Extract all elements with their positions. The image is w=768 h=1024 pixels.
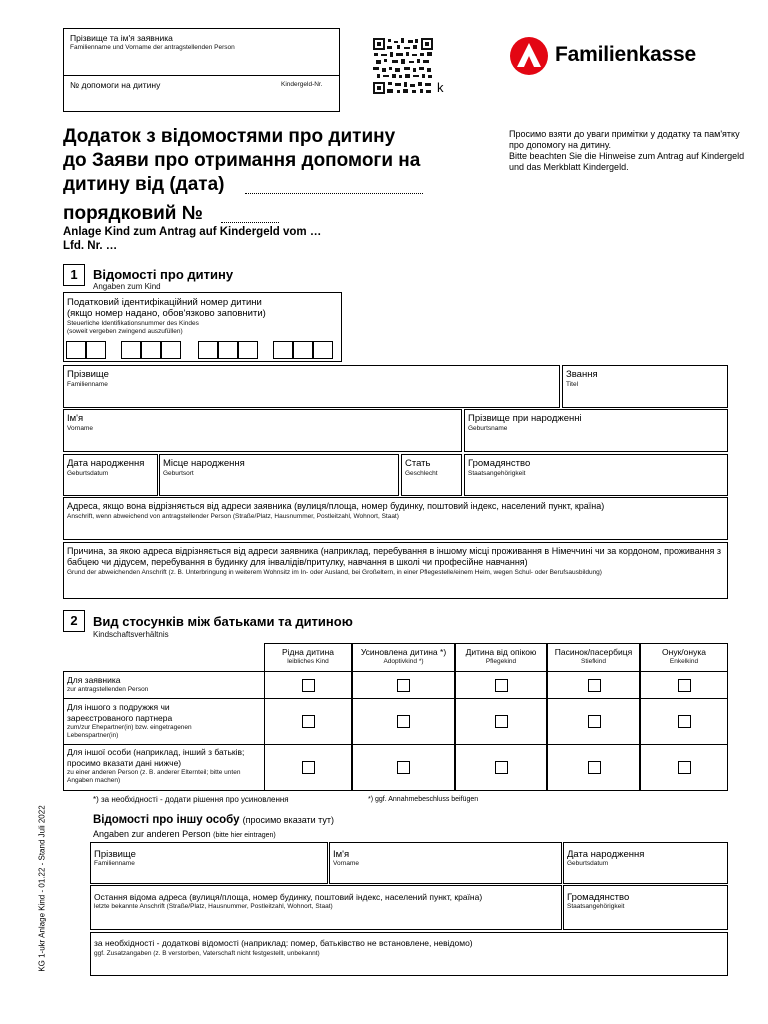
serial-number-field[interactable] [221, 222, 279, 223]
checkbox-other-stepchild[interactable] [588, 761, 601, 774]
other-person-title [93, 814, 334, 826]
checkbox-spouse-stepchild[interactable] [588, 715, 601, 728]
checkbox-other-foster[interactable] [495, 761, 508, 774]
child-benefit-no-label: № допомоги на дитину [70, 80, 161, 90]
address-reason-field[interactable] [63, 542, 728, 599]
checkbox-spouse-grandchild[interactable] [678, 715, 691, 728]
other-address-label: Остання відома адреса (вулиця/площа, номер будинку, поштовий індекс, населений пункт, країна) [94, 892, 483, 902]
child-birthplace-sub: Geburtsort [163, 470, 194, 477]
other-firstname-label: Ім'я [333, 849, 350, 860]
other-address-sub: letzte bekannte Anschrift (Straße/Platz, Hausnummer, Postleitzahl, Wohnort, Staat) [94, 903, 333, 910]
tax-id-digit[interactable] [273, 341, 293, 359]
address-reason-sub: Grund der abweichenden Anschrift (z. B. Unterbringung in weiterem Wohnsitz im In- oder Ausland, bei Großeltern, in einer Pflegestelle/einem Heim, wegen Schul- oder Berufsausbildung) [67, 569, 602, 576]
child-address-sub: Anschrift, wenn abweichend von antragstellender Person (Straße/Platz, Hausnummer, Postleitzahl, Wohnort, Staat) [67, 513, 399, 520]
checkbox-applicant-grandchild[interactable] [678, 679, 691, 692]
child-firstname-label: Ім'я [67, 413, 84, 424]
tax-id-sub2: (soweit vergeben zwingend auszufüllen) [67, 328, 183, 335]
other-surname-field[interactable] [90, 842, 328, 884]
other-extra-info-field[interactable] [90, 932, 728, 976]
child-birthdate-sub: Geburtsdatum [67, 470, 109, 477]
row-label-applicant: Для заявника zur antragstellenden Person [63, 671, 265, 699]
other-birthdate-field[interactable] [563, 842, 728, 884]
section2-number: 2 [63, 610, 85, 632]
other-citizenship-sub: Staatsangehörigkeit [567, 903, 625, 910]
other-citizenship-label: Громадянство [567, 892, 630, 903]
child-sex-sub: Geschlecht [405, 470, 438, 477]
checkbox-spouse-adopted[interactable] [397, 715, 410, 728]
child-birthname-sub: Geburtsname [468, 425, 508, 432]
child-benefit-no-sub: Kindergeld-Nr. [281, 81, 323, 88]
form-version-side-text: KG 1-ukr Anlage Kind - 01.22 - Stand Juli 2022 [37, 805, 47, 972]
tax-id-label2: (якщо номер надано, обов'язково заповнити) [67, 308, 266, 319]
other-surname-sub: Familienname [94, 860, 135, 867]
child-benefit-no-field[interactable] [70, 91, 332, 109]
child-surname-label: Прізвище [67, 369, 109, 380]
note-de: Bitte beachten Sie die Hinweise zum Antrag auf Kindergeld und das Merkblatt Kindergeld. [509, 151, 745, 172]
checkbox-spouse-foster[interactable] [495, 715, 508, 728]
child-citizenship-field[interactable] [464, 454, 728, 496]
relationship-table [63, 643, 728, 791]
note-uk: Просимо взяти до уваги примітки у додатку та пам'ятку про допомогу на дитину. [509, 129, 740, 150]
child-firstname-field[interactable] [63, 409, 462, 452]
tax-id-digit[interactable] [66, 341, 86, 359]
tax-id-digit[interactable] [198, 341, 218, 359]
checkbox-applicant-adopted[interactable] [397, 679, 410, 692]
section1-title-de: Angaben zum Kind [93, 282, 161, 291]
section2-title-de: Kindschaftsverhältnis [93, 630, 169, 639]
other-birthdate-sub: Geburtsdatum [567, 860, 609, 867]
other-person-title-de [93, 829, 276, 839]
logo-icon [509, 36, 549, 76]
tax-id-digit[interactable] [121, 341, 141, 359]
child-address-field[interactable] [63, 497, 728, 540]
familienkasse-logo [509, 34, 739, 78]
tax-id-digit[interactable] [218, 341, 238, 359]
child-birthdate-field[interactable] [63, 454, 158, 496]
tax-id-digit[interactable] [86, 341, 106, 359]
other-firstname-sub: Vorname [333, 860, 360, 867]
address-reason-label: Причина, за якою адреса відрізняється від адреси заявника (наприклад, перебування в іншому місці проживання в Німеччині чи за кордоном, проживання з бабцею чи дідусем, перебування в будинку для інвалідів/притулку, навчання в школі чи професійне навчання) [67, 546, 722, 567]
checkbox-other-biological[interactable] [302, 761, 315, 774]
child-surname-sub: Familienname [67, 381, 108, 388]
section1-title: Відомості про дитину [93, 267, 234, 282]
other-citizenship-field[interactable] [563, 885, 728, 930]
tax-id-label: Податковий ідентифікаційний номер дитини [67, 297, 262, 308]
footnote-de: *) ggf. Annahmebeschluss beifügen [368, 796, 479, 803]
footnote-uk: *) за необхідності - додати рішення про усиновлення [93, 795, 289, 804]
child-birthplace-field[interactable] [159, 454, 399, 496]
checkbox-applicant-biological[interactable] [302, 679, 315, 692]
child-title-sub: Titel [566, 381, 579, 388]
checkbox-spouse-biological[interactable] [302, 715, 315, 728]
col-header-biological: Рідна дитина leibliches Kind [264, 643, 352, 672]
child-birthname-label: Прізвище при народженні [468, 413, 582, 424]
applicant-info-box [63, 28, 340, 112]
other-firstname-field[interactable] [329, 842, 562, 884]
barcode [373, 38, 433, 94]
checkbox-applicant-stepchild[interactable] [588, 679, 601, 692]
tax-id-digit[interactable] [141, 341, 161, 359]
child-firstname-sub: Vorname [67, 425, 94, 432]
tax-id-sub: Steuerliche Identifikationsnummer des Kindes [67, 320, 199, 327]
child-title-label: Звання [566, 369, 598, 380]
other-extra-label: за необхідності - додаткові відомості (наприклад: помер, батьківство не встановлене, невідомо) [94, 938, 473, 948]
other-surname-label: Прізвище [94, 849, 136, 860]
barcode-suffix: k [437, 80, 444, 95]
child-title-field[interactable] [562, 365, 728, 408]
tax-id-digit[interactable] [313, 341, 333, 359]
other-person-title-de-hint: (bitte hier eintragen) [213, 832, 276, 839]
page-title-line1: Додаток з відомостями про дитину [63, 126, 396, 147]
tax-id-digit[interactable] [293, 341, 313, 359]
child-citizenship-label: Громадянство [468, 458, 531, 469]
other-person-title-text: Відомості про іншу особу [93, 814, 240, 826]
checkbox-applicant-foster[interactable] [495, 679, 508, 692]
child-birthplace-label: Місце народження [163, 458, 245, 469]
applicant-name-label: Прізвище та ім'я заявника [70, 33, 173, 43]
application-date-field[interactable] [245, 193, 423, 194]
other-person-title-hint: (просимо вказати тут) [242, 815, 335, 825]
child-citizenship-sub: Staatsangehörigkeit [468, 470, 526, 477]
child-surname-field[interactable] [63, 365, 560, 408]
tax-id-digit[interactable] [161, 341, 181, 359]
page-title-line4: порядковий № [63, 203, 203, 224]
tax-id-digit[interactable] [238, 341, 258, 359]
other-address-field[interactable] [90, 885, 562, 930]
row-label-spouse: Для іншого з подружжя чи зареєстрованого партнера zum/zur Ehepartner(in) bzw. eingetragenen Lebenspartner(in) [63, 698, 265, 745]
logo-text: Familienkasse [555, 43, 696, 66]
child-birthdate-label: Дата народження [67, 458, 145, 469]
row-label-other-person: Для іншої особи (наприклад, інший з батьків; просимо вказати дані нижче) zu einer anderen Person (z. B. anderer Elternteil; bitte unten Angaben machen) [63, 744, 265, 791]
page-title-german: Anlage Kind zum Antrag auf Kindergeld vom … [63, 226, 322, 238]
child-birthname-field[interactable] [464, 409, 728, 452]
col-header-stepchild: Пасинок/пасербиця Stiefkind [547, 643, 640, 672]
section2-title: Вид стосунків між батьками та дитиною [93, 614, 353, 629]
other-birthdate-label: Дата народження [567, 849, 645, 860]
checkbox-other-grandchild[interactable] [678, 761, 691, 774]
applicant-name-sub: Familienname und Vorname der antragstellenden Person [70, 44, 235, 51]
col-header-adopted: Усиновлена дитина *) Adoptivkind *) [352, 643, 455, 672]
child-address-label: Адреса, якщо вона відрізняється від адреси заявника (вулиця/площа, номер будинку, поштовий індекс, населений пункт, країна) [67, 501, 605, 511]
checkbox-other-adopted[interactable] [397, 761, 410, 774]
child-sex-label: Стать [405, 458, 431, 469]
other-person-title-de-text: Angaben zur anderen Person [93, 829, 211, 839]
applicant-name-field[interactable] [70, 53, 332, 73]
child-sex-field[interactable] [401, 454, 462, 496]
page-title-line3: дитину від (дата) [63, 174, 225, 195]
section1-number: 1 [63, 264, 85, 286]
col-header-foster: Дитина від опікою Pflegekind [455, 643, 547, 672]
other-extra-sub: ggf. Zusatzangaben (z. B verstorben, Vaterschaft nicht festgestellt, unbekannt) [94, 950, 320, 957]
col-header-grandchild: Онук/онука Enkelkind [640, 643, 728, 672]
page-title-line2: до Заяви про отримання допомоги на [63, 150, 421, 171]
page-title-german-lfd: Lfd. Nr. … [63, 240, 118, 252]
